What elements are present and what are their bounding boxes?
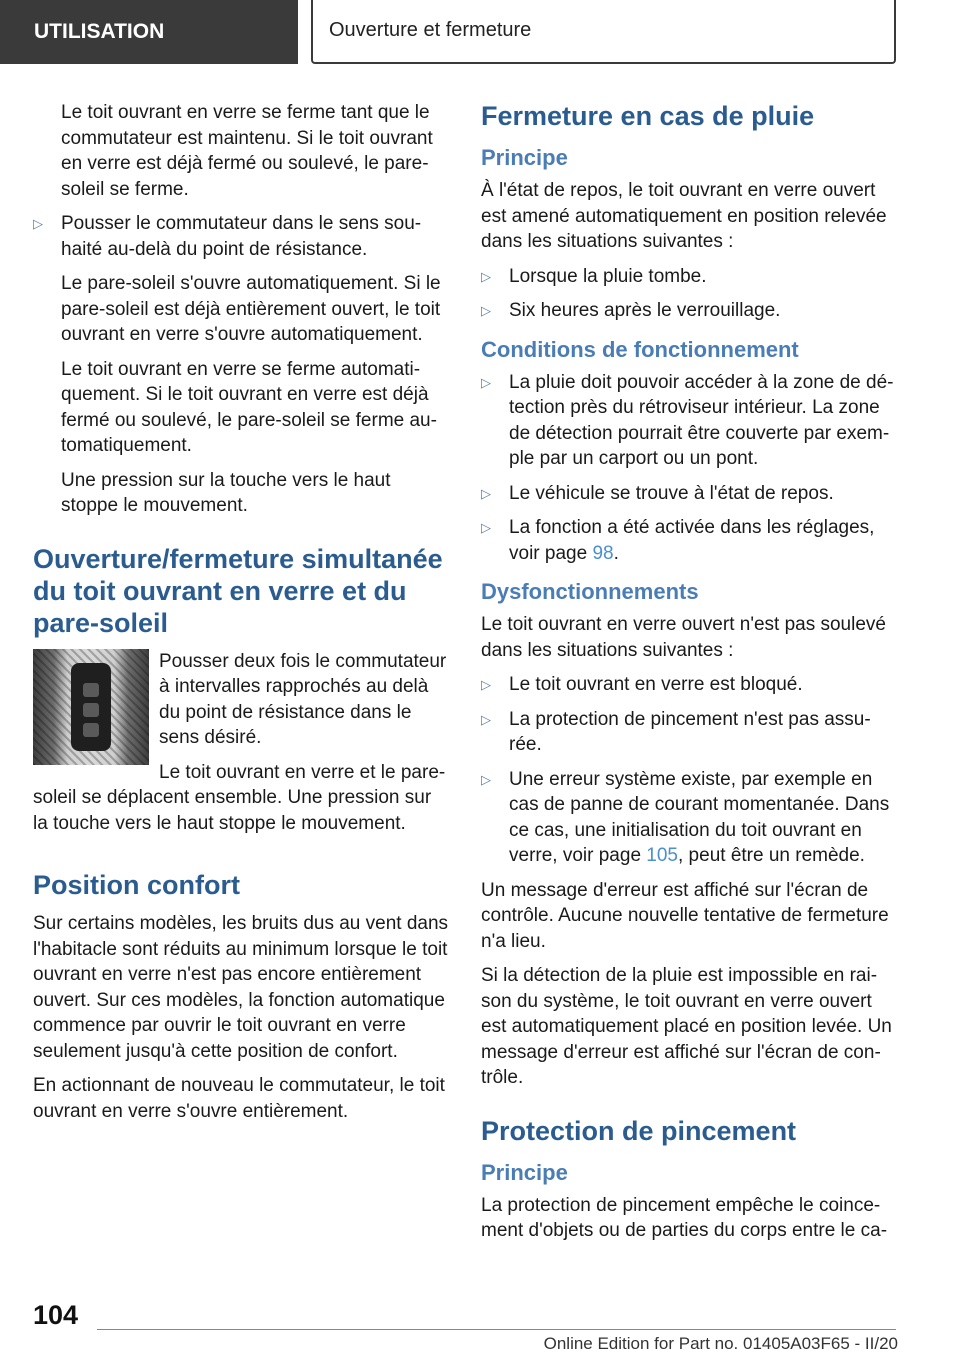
bullet-list (33, 211, 451, 519)
list-item: ▷ La fonction a été activée dans les réglages, voir page 98. (481, 517, 875, 564)
bullet-list (481, 672, 896, 869)
list-item: ▷ Le véhicule se trouve à l'état de repos. (481, 481, 896, 507)
list-item: ▷ Une erreur système existe, par exemple en cas de panne de courant momentanée. Dans ce cas, une initialisation du toit ouvrant en verre, voir page 105, peut être un remède. (481, 768, 890, 866)
right-column (481, 100, 896, 1253)
page-link-98[interactable]: 98 (592, 542, 614, 564)
page-header (0, 0, 960, 66)
footer-divider (97, 1329, 896, 1330)
triangle-bullet-icon: ▷ (481, 771, 491, 787)
heading-rain: Fermeture en cas de pluie (481, 101, 815, 131)
edition-note: Online Edition for Part no. 01405A03F65 - II/20 (543, 1334, 898, 1353)
heading-malfunctions: Dysfonctionnements (481, 579, 699, 604)
triangle-bullet-icon: ▷ (481, 485, 491, 501)
bullet-list (481, 370, 896, 567)
pinch-paragraph: La protection de pincement empêche le coincement d'objets ou de parties du corps entre le ca- (481, 1194, 888, 1241)
heading-pinch: Protection de pincement (481, 1115, 797, 1146)
list-item: ▷ Lorsque la pluie tombe. (481, 264, 896, 290)
heading-conditions: Conditions de fonctionnement (481, 336, 799, 362)
triangle-bullet-icon: ▷ (481, 677, 491, 692)
triangle-bullet-icon: ▷ (481, 520, 491, 535)
list-item: ▷ La pluie doit pouvoir accéder à la zone de détection près du rétroviseur intérieur. La zone de détection pourrait être couverte par exemple par un carport ou un pont. (481, 371, 894, 469)
bullet-list (481, 264, 896, 324)
triangle-bullet-icon: ▷ (481, 303, 491, 318)
comfort-p1: Sur certains modèles, les bruits dus au vent dans l'habitacle sont réduits au minimum lorsque le toit ouvrant en verre n'est pas encore entièrement ouvert. Sur ces modèles, la fonction automatique commence par ouvrir le toit ouvrant en verre seulement jusqu'à cette position de confort. (33, 913, 449, 1062)
list-item: ▷ Le toit ouvrant en verre est bloqué. (481, 672, 896, 698)
section-tab: UTILISATION (0, 0, 298, 64)
list-item: ▷ Six heures après le verrouillage. (481, 298, 896, 324)
comfort-p2: En actionnant de nouveau le commutateur, le toit ouvrant en verre s'ouvre entièrement. (33, 1075, 445, 1122)
rain-paragraph: À l'état de repos, le toit ouvrant en verre ouvert est amené automatiquement en position relevée dans les situations suivantes : (481, 180, 887, 252)
simultaneous-p1: Pousser deux fois le commutateur à intervalles rapprochés au delà du point de résistance dans le sens désiré. (159, 650, 447, 748)
chapter-tab: Ouverture et fermeture (311, 0, 896, 64)
heading-principle: Principe (481, 145, 568, 170)
triangle-bullet-icon: ▷ (481, 374, 491, 390)
triangle-bullet-icon: ▷ (481, 268, 491, 284)
intro-paragraph: Le toit ouvrant en verre se ferme tant que le commutateur est maintenu. Si le toit ouvrant en verre est déjà fermé ou soulevé, le pare-soleil se ferme. (61, 102, 433, 200)
heading-comfort: Position confort (33, 870, 240, 900)
triangle-bullet-icon: ▷ (33, 216, 43, 231)
list-item: ▷ La protection de pincement n'est pas assurée. (481, 708, 871, 755)
page-link-105[interactable]: 105 (646, 845, 678, 866)
malfunction-p2: Un message d'erreur est affiché sur l'écran de contrôle. Aucune nouvelle tentative de fermeture n'a lieu. (481, 879, 889, 952)
malfunction-paragraph: Le toit ouvrant en verre ouvert n'est pas soulevé dans les situations suivantes : (481, 614, 886, 661)
malfunction-p3: Si la détection de la pluie est impossible en raison du système, le toit ouvrant en verre ouvert est automatiquement placé en position levée. Un message d'erreur est affiché sur l'écran de contrôle. (481, 965, 892, 1088)
triangle-bullet-icon: ▷ (481, 711, 491, 727)
heading-pinch-principle: Principe (481, 1159, 568, 1185)
simultaneous-p2: Le toit ouvrant en verre et le pare-soleil se déplacent ensemble. Une pression sur la touche vers le haut stoppe le mouvement. (33, 761, 446, 834)
left-column (33, 100, 451, 1133)
simultaneous-section (33, 649, 451, 846)
switch-image (33, 649, 149, 765)
list-item: ▷ Pousser le commutateur dans le sens souhaité au-delà du point de résistance. Le pare-soleil s'ouvre automatiquement. Si le pare-soleil est déjà entièrement ouvert, le toit ouvrant en verre s'ouvre automatiquement. Le toit ouvrant en verre se ferme automatiquement. Si le toit ouvrant en verre est déjà fermé ou soulevé, le pare-soleil se ferme automatiquement. Une pression sur la touche vers le haut stoppe le mouvement. (33, 213, 441, 516)
heading-simultaneous: Ouverture/fermeture simultanée du toit ouvrant en verre et du pare-soleil (33, 543, 443, 638)
page-number: 104 (33, 1300, 79, 1330)
